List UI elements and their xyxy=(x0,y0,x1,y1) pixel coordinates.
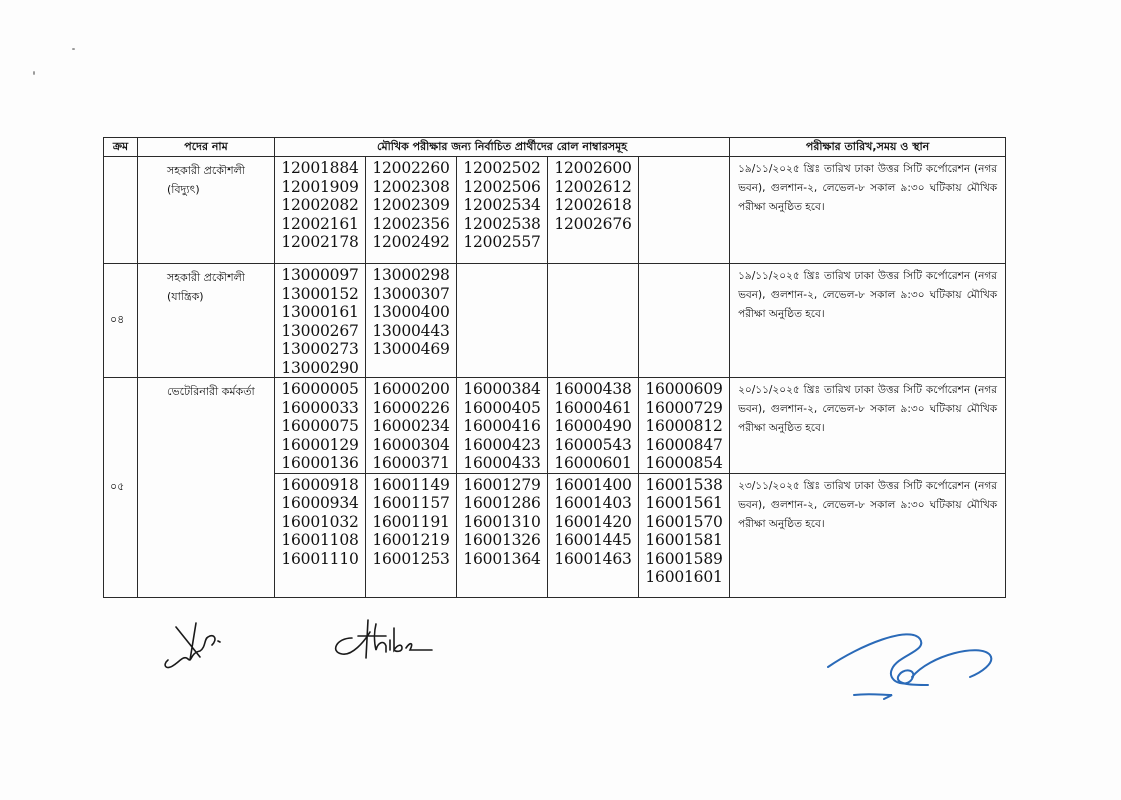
roll-number: 16000543 xyxy=(554,435,632,454)
roll-number: 12002557 xyxy=(463,233,541,251)
roll-number: 12002309 xyxy=(372,196,450,214)
roll-number-column xyxy=(639,264,730,378)
scan-speck xyxy=(33,71,35,75)
roll-number: 16000601 xyxy=(554,454,632,472)
roll-number-column xyxy=(548,378,639,474)
roll-number: 16001400 xyxy=(554,475,632,494)
roll-number: 16001110 xyxy=(281,549,359,568)
roll-number: 12002600 xyxy=(554,159,632,177)
roll-number: 16001253 xyxy=(372,549,450,568)
roll-number: 16001219 xyxy=(372,531,450,549)
roll-number-table xyxy=(103,137,1006,598)
post-name-line-2: (যান্ত্রিক) xyxy=(167,290,204,303)
roll-number-column xyxy=(457,264,548,378)
roll-number: 12002618 xyxy=(554,196,632,214)
signature-3 xyxy=(820,625,1010,705)
roll-number: 16000033 xyxy=(281,398,359,417)
roll-number: 16000405 xyxy=(463,398,541,417)
roll-number: 16001279 xyxy=(463,475,541,494)
roll-number: 16000416 xyxy=(463,417,541,435)
roll-number: 16000384 xyxy=(463,380,541,398)
roll-number: 13000298 xyxy=(372,266,450,284)
roll-number-column xyxy=(639,473,730,597)
roll-number: 16000433 xyxy=(463,454,541,472)
table-row xyxy=(104,378,1006,474)
roll-number: 16001589 xyxy=(645,549,723,568)
roll-number: 16000934 xyxy=(281,494,359,512)
roll-number: 16000729 xyxy=(645,398,723,417)
roll-number: 12002161 xyxy=(281,214,359,233)
post-name-line-2: (বিদ্যুৎ) xyxy=(167,183,200,196)
roll-number: 12001909 xyxy=(281,177,359,196)
exam-info-cell: ২০/১১/২০২৫ খ্রিঃ তারিখ ঢাকা উত্তর সিটি কর্পোরেশন (নগর ভবন), গুলশান-২, লেভেল-৮ সকাল ৯:৩০ ঘটিকায় মৌখিক পরীক্ষা অনুষ্ঠিত হবে। xyxy=(730,378,1006,474)
roll-number: 13000152 xyxy=(281,284,359,303)
roll-number: 16001108 xyxy=(281,531,359,549)
roll-number: 16001364 xyxy=(463,549,541,568)
roll-number: 12002534 xyxy=(463,196,541,214)
roll-number: 16001420 xyxy=(554,512,632,531)
roll-number: 12002612 xyxy=(554,177,632,196)
roll-number: 16001581 xyxy=(645,531,723,549)
roll-number: 16000461 xyxy=(554,398,632,417)
post-name-cell xyxy=(138,378,275,598)
roll-number: 16001326 xyxy=(463,531,541,549)
roll-number: 16000847 xyxy=(645,435,723,454)
signature-1 xyxy=(160,615,230,675)
post-name-cell xyxy=(138,157,275,264)
roll-number: 13000290 xyxy=(281,358,359,377)
signature-2 xyxy=(328,610,438,665)
roll-number-column xyxy=(275,473,366,597)
roll-number: 16001538 xyxy=(645,475,723,494)
roll-number: 13000307 xyxy=(372,284,450,303)
roll-number-column xyxy=(548,157,639,264)
table-row xyxy=(104,264,1006,378)
roll-number: 12002492 xyxy=(372,233,450,251)
roll-number: 16000371 xyxy=(372,454,450,472)
roll-number: 13000273 xyxy=(281,340,359,358)
roll-number: 16000490 xyxy=(554,417,632,435)
roll-number: 16001310 xyxy=(463,512,541,531)
roll-number: 12002676 xyxy=(554,214,632,233)
post-name-line-1: সহকারী প্রকৌশলী xyxy=(167,164,245,177)
roll-number: 13000267 xyxy=(281,321,359,340)
exam-info-cell: ২৩/১১/২০২৫ খ্রিঃ তারিখ ঢাকা উত্তর সিটি কর্পোরেশন (নগর ভবন), গুলশান-২, লেভেল-৮ সকাল ৯:৩০ ঘটিকায় মৌখিক পরীক্ষা অনুষ্ঠিত হবে। xyxy=(730,473,1006,597)
roll-number: 16001403 xyxy=(554,494,632,512)
roll-number: 16001149 xyxy=(372,475,450,494)
roll-number-column xyxy=(457,157,548,264)
roll-number-column xyxy=(639,378,730,474)
roll-number-column xyxy=(457,473,548,597)
post-name-cell xyxy=(138,264,275,378)
roll-number: 16001191 xyxy=(372,512,450,531)
roll-number-column xyxy=(275,157,366,264)
header-roll-numbers: মৌখিক পরীক্ষার জন্য নির্বাচিত প্রার্থীদের রোল নাম্বারসমূহ xyxy=(275,138,730,157)
roll-number: 16000200 xyxy=(372,380,450,398)
roll-number: 12002178 xyxy=(281,233,359,251)
roll-number-column xyxy=(366,157,457,264)
roll-number: 16000226 xyxy=(372,398,450,417)
roll-number: 13000443 xyxy=(372,321,450,340)
roll-number: 16000136 xyxy=(281,454,359,472)
roll-number: 16000234 xyxy=(372,417,450,435)
roll-number: 16000918 xyxy=(281,475,359,494)
exam-info-cell: ১৯/১১/২০২৫ খ্রিঃ তারিখ ঢাকা উত্তর সিটি কর্পোরেশন (নগর ভবন), গুলশান-২, লেভেল-৮ সকাল ৯:৩০ ঘটিকায় মৌখিক পরীক্ষা অনুষ্ঠিত হবে। xyxy=(730,157,1006,264)
roll-number: 16000812 xyxy=(645,417,723,435)
table-header-row xyxy=(104,138,1006,157)
roll-number: 13000400 xyxy=(372,303,450,321)
roll-number: 12002502 xyxy=(463,159,541,177)
roll-number: 12002506 xyxy=(463,177,541,196)
roll-number: 16001570 xyxy=(645,512,723,531)
serial-cell: ০৪ xyxy=(104,264,138,378)
roll-number: 16001601 xyxy=(645,568,723,586)
roll-number-column xyxy=(366,473,457,597)
roll-number: 16000854 xyxy=(645,454,723,472)
roll-number: 16000129 xyxy=(281,435,359,454)
header-post-name: পদের নাম xyxy=(138,138,275,157)
scan-speck xyxy=(72,48,75,50)
roll-number: 16001561 xyxy=(645,494,723,512)
roll-number-column xyxy=(366,264,457,378)
roll-number: 16001463 xyxy=(554,549,632,568)
roll-number: 16001445 xyxy=(554,531,632,549)
roll-number: 16000609 xyxy=(645,380,723,398)
post-name-line-1: ভেটেরিনারী কর্মকর্তা xyxy=(167,385,255,398)
roll-number-column xyxy=(639,157,730,264)
serial-cell: ০৫ xyxy=(104,378,138,598)
exam-info-cell: ১৯/১১/২০২৫ খ্রিঃ তারিখ ঢাকা উত্তর সিটি কর্পোরেশন (নগর ভবন), গুলশান-২, লেভেল-৮ সকাল ৯:৩০ ঘটিকায় মৌখিক পরীক্ষা অনুষ্ঠিত হবে। xyxy=(730,264,1006,378)
roll-number: 12002308 xyxy=(372,177,450,196)
table-row xyxy=(104,157,1006,264)
roll-number: 13000469 xyxy=(372,340,450,358)
roll-number: 16001157 xyxy=(372,494,450,512)
roll-number: 16001286 xyxy=(463,494,541,512)
roll-number: 16000005 xyxy=(281,380,359,398)
roll-number: 16000423 xyxy=(463,435,541,454)
roll-number-column xyxy=(548,473,639,597)
roll-number: 12002538 xyxy=(463,214,541,233)
roll-number-column xyxy=(366,378,457,474)
roll-number: 13000097 xyxy=(281,266,359,284)
roll-number-column xyxy=(548,264,639,378)
roll-number: 12002260 xyxy=(372,159,450,177)
roll-number-column xyxy=(275,264,366,378)
roll-number: 16000438 xyxy=(554,380,632,398)
roll-number: 16000304 xyxy=(372,435,450,454)
header-exam-info: পরীক্ষার তারিখ,সময় ও স্থান xyxy=(730,138,1006,157)
roll-number: 16000075 xyxy=(281,417,359,435)
roll-number: 12001884 xyxy=(281,159,359,177)
roll-number: 13000161 xyxy=(281,303,359,321)
post-name-line-1: সহকারী প্রকৌশলী xyxy=(167,271,245,284)
header-serial: ক্রম xyxy=(104,138,138,157)
roll-number-column xyxy=(457,378,548,474)
serial-cell xyxy=(104,157,138,264)
roll-number-column xyxy=(275,378,366,474)
roll-number: 16001032 xyxy=(281,512,359,531)
roll-number: 12002082 xyxy=(281,196,359,214)
roll-number: 12002356 xyxy=(372,214,450,233)
